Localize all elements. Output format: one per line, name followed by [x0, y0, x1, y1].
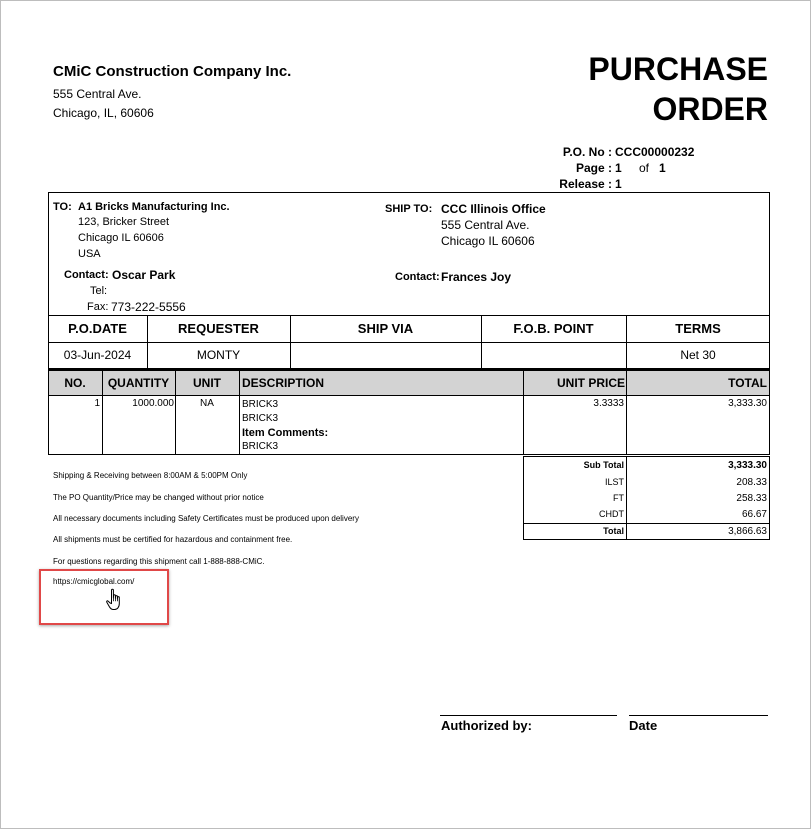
- date-label: Date: [629, 718, 658, 733]
- page-of-label: of: [639, 161, 650, 175]
- ship-to-city: Chicago IL 60606: [441, 234, 535, 248]
- requester-value: MONTY: [196, 348, 241, 362]
- tax-ft-value: 258.33: [736, 493, 767, 504]
- ship-to-label: SHIP TO:: [385, 203, 433, 215]
- page-number: 1: [615, 161, 622, 175]
- item-comments-label: Item Comments:: [242, 427, 329, 439]
- tax-chdt-value: 66.67: [741, 509, 767, 520]
- vendor-name: A1 Bricks Manufacturing Inc.: [78, 201, 230, 213]
- no-header: NO.: [64, 376, 86, 390]
- note-documents: All necessary documents including Safety Certificates must be produced upon delivery: [53, 514, 359, 523]
- tax-ft-label: FT: [613, 493, 624, 503]
- company-address-line1: 555 Central Ave.: [53, 87, 142, 101]
- quantity-header: QUANTITY: [107, 376, 170, 390]
- subtotal-value: 3,333.30: [728, 460, 767, 471]
- release-number: 1: [615, 177, 622, 191]
- vendor-city: Chicago IL 60606: [78, 232, 164, 244]
- ship-via-header: SHIP VIA: [357, 321, 414, 336]
- item-quantity: 1000.000: [132, 398, 174, 409]
- item-unit-price: 3.3333: [593, 398, 624, 409]
- ship-to-name: CCC Illinois Office: [441, 202, 546, 216]
- po-number-label: P.O. No :: [562, 145, 612, 159]
- item-total: 3,333.30: [728, 398, 767, 409]
- item-description: BRICK3: [242, 399, 279, 410]
- note-certification: All shipments must be certified for hazardous and containment free.: [53, 535, 293, 544]
- unit-price-header: UNIT PRICE: [556, 376, 625, 390]
- note-price-change: The PO Quantity/Price may be changed without prior notice: [53, 493, 264, 502]
- tax-ilst-label: ILST: [604, 477, 624, 487]
- doc-title-line1: PURCHASE: [588, 51, 768, 87]
- company-website-link[interactable]: https://cmicglobal.com/: [53, 577, 135, 586]
- authorized-by-label: Authorized by:: [441, 718, 532, 733]
- item-description-2: BRICK3: [242, 413, 279, 424]
- vendor-street: 123, Bricker Street: [78, 216, 170, 228]
- page-label: Page :: [575, 161, 612, 175]
- company-name: CMiC Construction Company Inc.: [53, 63, 292, 80]
- note-contact: For questions regarding this shipment call 1-888-888-CMiC.: [53, 557, 265, 566]
- po-date-value: 03-Jun-2024: [63, 348, 132, 362]
- hand-pointer-cursor-icon: [105, 588, 125, 612]
- requester-header: REQUESTER: [178, 321, 259, 336]
- company-address-line2: Chicago, IL, 60606: [53, 106, 154, 120]
- grand-total-label: Total: [603, 526, 624, 536]
- ship-to-street: 555 Central Ave.: [441, 218, 530, 232]
- vendor-contact: Oscar Park: [112, 268, 176, 282]
- grand-total-value: 3,866.63: [728, 526, 767, 537]
- subtotal-label: Sub Total: [583, 460, 624, 470]
- fob-point-header: F.O.B. POINT: [513, 321, 594, 336]
- unit-header: UNIT: [193, 376, 221, 390]
- vendor-fax-label: Fax:: [87, 301, 109, 313]
- doc-title-line2: ORDER: [652, 91, 768, 127]
- terms-header: TERMS: [675, 321, 721, 336]
- ship-to-contact-label: Contact:: [395, 271, 440, 283]
- release-label: Release :: [559, 177, 612, 191]
- terms-value: Net 30: [680, 348, 716, 362]
- page-total: 1: [659, 161, 666, 175]
- po-number: CCC00000232: [615, 145, 695, 159]
- vendor-contact-label: Contact:: [64, 269, 109, 281]
- po-date-header: P.O.DATE: [68, 321, 127, 336]
- description-header: DESCRIPTION: [242, 376, 325, 390]
- total-header: TOTAL: [728, 376, 767, 390]
- to-label: TO:: [53, 201, 72, 213]
- vendor-country: USA: [78, 248, 101, 260]
- vendor-fax: 773-222-5556: [111, 300, 186, 314]
- item-unit: NA: [200, 398, 214, 409]
- note-shipping-hours: Shipping & Receiving between 8:00AM & 5:00PM Only: [53, 471, 248, 480]
- ship-to-contact: Frances Joy: [441, 270, 512, 284]
- vendor-tel-label: Tel:: [90, 285, 108, 297]
- link-highlight-box: [39, 569, 169, 625]
- tax-chdt-label: CHDT: [599, 509, 624, 519]
- item-no: 1: [94, 398, 100, 409]
- item-comments: BRICK3: [242, 441, 279, 452]
- tax-ilst-value: 208.33: [736, 477, 767, 488]
